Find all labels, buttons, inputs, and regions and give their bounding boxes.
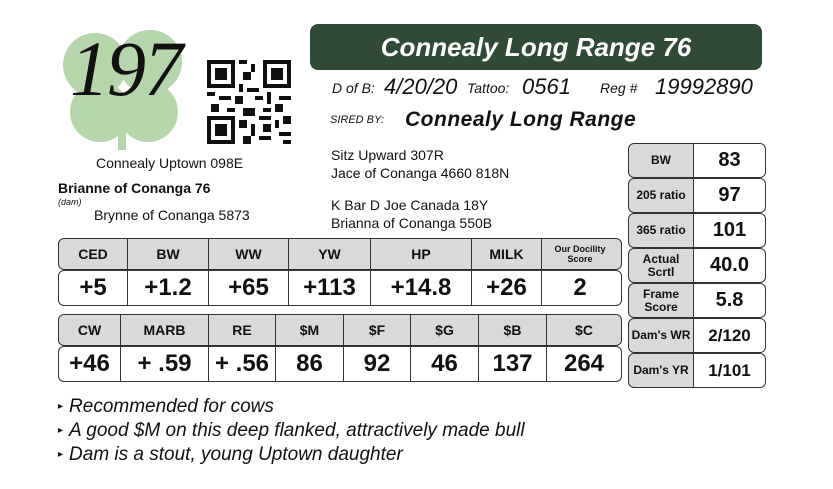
stat-value-dam-wr: 2/120 <box>694 318 766 353</box>
epd-header-c: $C <box>575 322 593 338</box>
stat-value-365: 101 <box>694 213 766 248</box>
bullet-icon: ▸ <box>58 401 64 412</box>
performance-table <box>628 143 766 388</box>
qr-code-icon <box>207 60 291 144</box>
epd-header-yw: YW <box>289 239 371 269</box>
bullet-icon: ▸ <box>58 425 64 436</box>
stat-row <box>628 213 766 248</box>
dam-name: Brianne of Conanga 76 <box>58 180 211 196</box>
bullet-icon: ▸ <box>58 449 64 460</box>
stat-value-scrotal: 40.0 <box>694 248 766 283</box>
epd-value-b: 137 <box>479 347 547 381</box>
tattoo-label: Tattoo: <box>467 80 510 96</box>
epd-value-milk: +26 <box>472 271 542 305</box>
list-item <box>58 419 525 443</box>
epd-row1-headers <box>58 238 622 270</box>
lot-number: 197 <box>70 25 181 112</box>
stat-label-scrotal: Actual Scrtl <box>628 248 694 283</box>
stat-value-frame: 5.8 <box>694 283 766 318</box>
dam-dam-sire: K Bar D Joe Canada 18Y <box>331 197 489 213</box>
stat-row <box>628 353 766 388</box>
epd-header-docility: Our Docility Score <box>554 244 606 264</box>
dam-dam-dam: Brianna of Conanga 550B <box>331 215 493 231</box>
epd-header-ced: CED <box>59 239 128 269</box>
stat-row <box>628 318 766 353</box>
dam-note: (dam) <box>58 197 82 207</box>
note-text: Recommended for cows <box>69 396 274 417</box>
stat-row <box>628 283 766 318</box>
reg-value: 19992890 <box>655 74 753 99</box>
epd-value-hp: +14.8 <box>371 271 472 305</box>
stat-row <box>628 248 766 283</box>
sire-dam: Jace of Conanga 4660 818N <box>331 165 510 181</box>
stat-label-frame: Frame Score <box>628 283 694 318</box>
epd-value-re: + .56 <box>209 347 276 381</box>
stat-row <box>628 178 766 213</box>
dam-dam: Brynne of Conanga 5873 <box>94 207 250 223</box>
epd-header-hp: HP <box>371 239 472 269</box>
epd-value-g: 46 <box>411 347 479 381</box>
stat-label-dam-wr: Dam's WR <box>628 318 694 353</box>
epd-row2-values <box>58 346 622 382</box>
epd-value-marb: + .59 <box>121 347 209 381</box>
sired-by-label: SIRED BY: <box>330 114 384 126</box>
stat-value-dam-yr: 1/101 <box>694 353 766 388</box>
epd-header-milk: MILK <box>472 239 542 269</box>
epd-row1-values <box>58 270 622 306</box>
epd-value-yw: +113 <box>289 271 371 305</box>
epd-header-re: RE <box>209 315 276 345</box>
epd-header-m: $M <box>276 315 344 345</box>
epd-value-bw: +1.2 <box>128 271 209 305</box>
epd-value-ced: +5 <box>59 271 128 305</box>
epd-header-bw: BW <box>128 239 209 269</box>
note-text: Dam is a stout, young Uptown daughter <box>69 444 403 465</box>
tattoo-value: 0561 <box>522 74 571 99</box>
stat-label-365: 365 ratio <box>628 213 694 248</box>
epd-header-marb: MARB <box>121 315 209 345</box>
stat-label-bw: BW <box>628 143 694 178</box>
dam-sire: Connealy Uptown 098E <box>96 155 244 171</box>
epd-header-ww: WW <box>209 239 289 269</box>
epd-header-g: $G <box>411 315 479 345</box>
epd-value-docility: 2 <box>573 274 587 301</box>
epd-value-f: 92 <box>344 347 411 381</box>
sire-name: Connealy Long Range <box>405 108 637 131</box>
epd-value-m: 86 <box>276 347 344 381</box>
bull-name-title: Connealy Long Range 76 <box>310 24 762 70</box>
epd-value-cw: +46 <box>59 347 121 381</box>
dob-value: 4/20/20 <box>384 74 458 99</box>
dob-label: D of B: <box>332 80 375 96</box>
list-item <box>58 443 525 467</box>
stat-label-dam-yr: Dam's YR <box>628 353 694 388</box>
epd-header-f: $F <box>344 315 411 345</box>
epd-row2-headers <box>58 314 622 346</box>
list-item <box>58 395 525 419</box>
note-text: A good $M on this deep flanked, attractively made bull <box>69 420 525 441</box>
epd-header-b: $B <box>479 315 547 345</box>
stat-row <box>628 143 766 178</box>
stat-value-205: 97 <box>694 178 766 213</box>
epd-header-cw: CW <box>59 315 121 345</box>
reg-label: Reg # <box>600 80 638 96</box>
stat-label-205: 205 ratio <box>628 178 694 213</box>
sire-sire: Sitz Upward 307R <box>331 147 444 163</box>
stat-value-bw: 83 <box>694 143 766 178</box>
epd-value-ww: +65 <box>209 271 289 305</box>
epd-value-c: 264 <box>563 350 605 377</box>
notes-list <box>58 395 525 467</box>
